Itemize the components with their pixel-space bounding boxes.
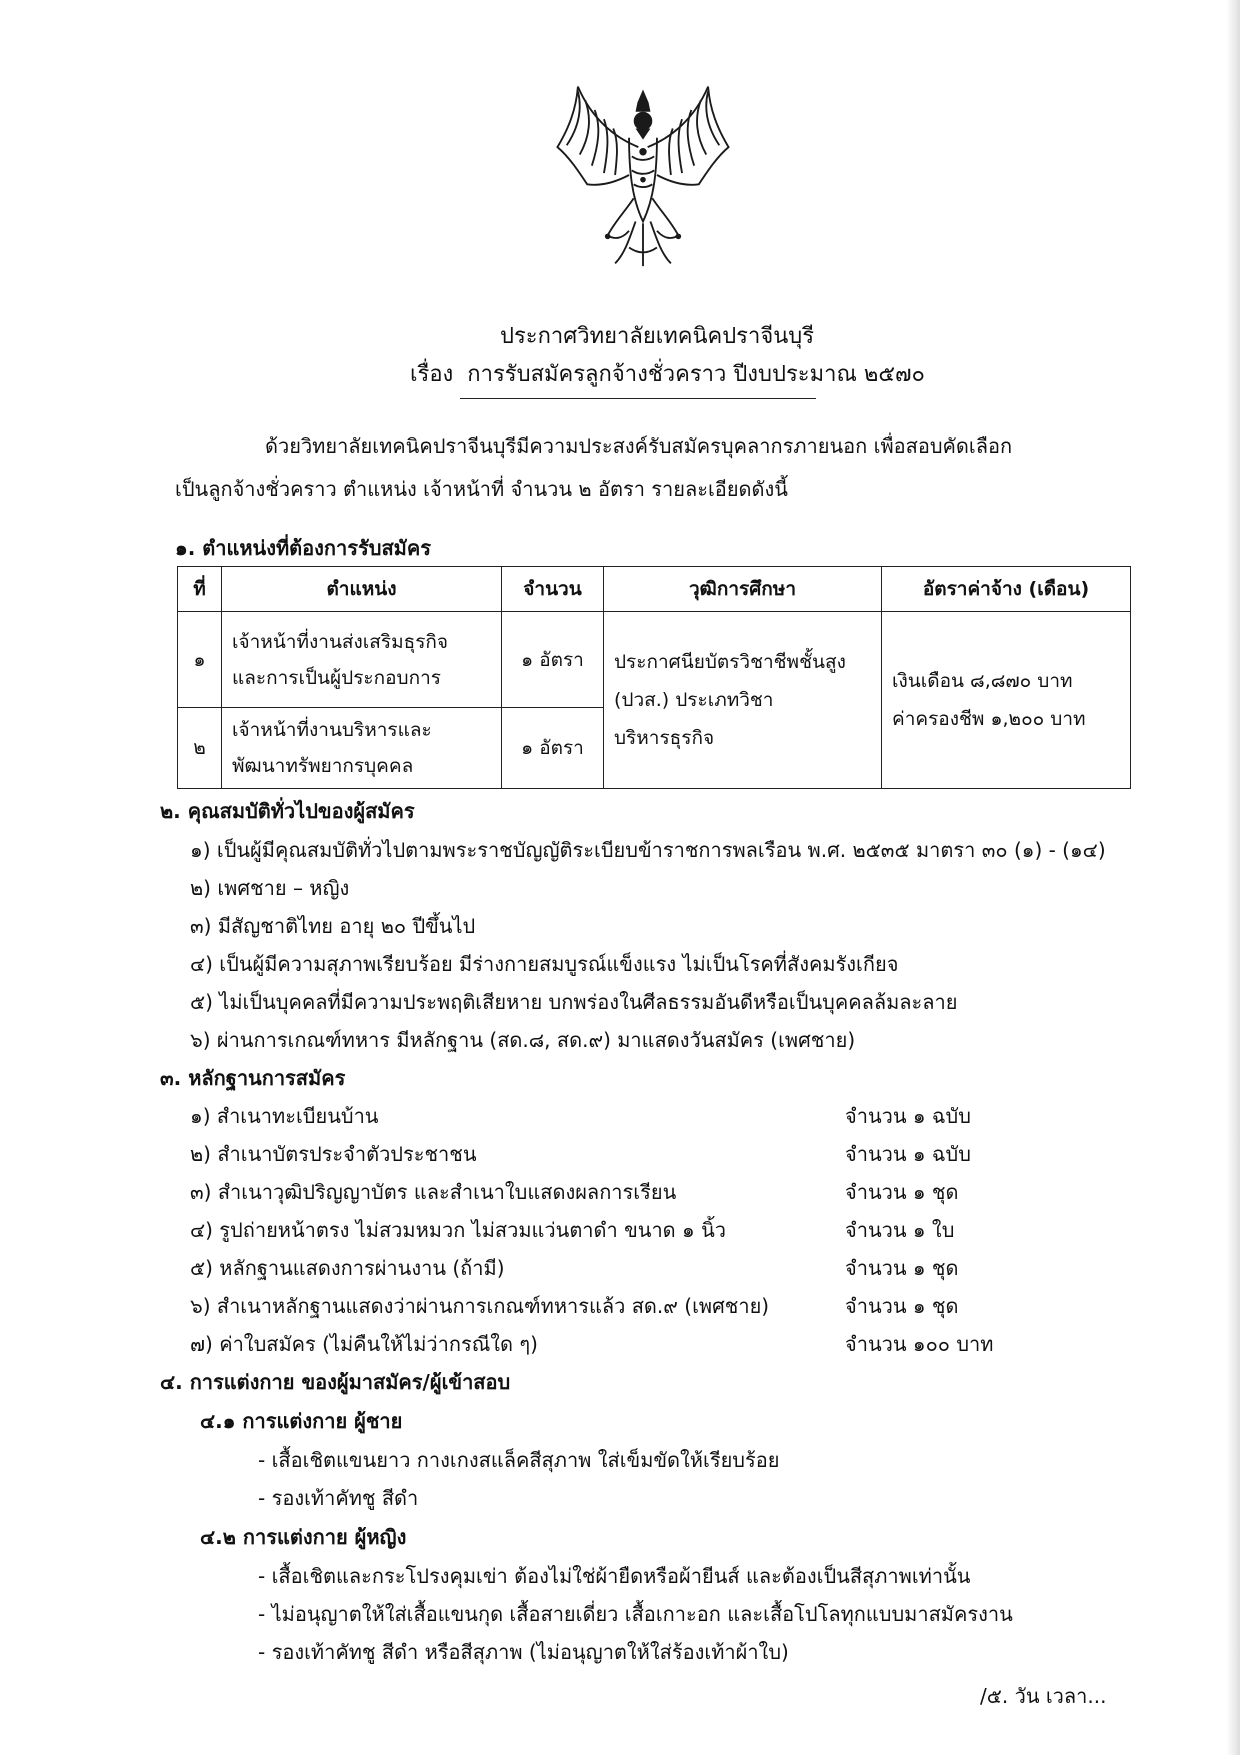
dress-item: - รองเท้าคัทชู สีดำ หรือสีสุภาพ (ไม่อนุญาตให้ใส่ร้องเท้าผ้าใบ) — [258, 1640, 789, 1664]
subject-prefix: เรื่อง — [410, 362, 454, 387]
qualification-item: ๒) เพศชาย – หญิง — [190, 876, 350, 900]
header-divider — [460, 398, 816, 399]
dress-women-heading: ๔.๒ การแต่งกาย ผู้หญิง — [200, 1525, 407, 1549]
col-header-amount: จำนวน — [502, 567, 604, 612]
row-no: ๒ — [178, 708, 222, 789]
wage-line: เงินเดือน ๘,๘๗๐ บาท — [892, 670, 1073, 692]
qualification-line: บริหารธุรกิจ — [614, 727, 715, 749]
document-qty: จำนวน ๑ ชุด — [845, 1294, 959, 1318]
document-item: ๕) หลักฐานแสดงการผ่านงาน (ถ้ามี) — [190, 1256, 505, 1280]
scan-edge-shadow — [1226, 0, 1240, 1755]
row-amount: ๑ อัตรา — [502, 612, 604, 708]
qualification-item: ๖) ผ่านการเกณฑ์ทหาร มีหลักฐาน (สด.๘, สด.๙) มาแสดงวันสมัคร (เพศชาย) — [190, 1028, 856, 1052]
qualification-line: ประกาศนียบัตรวิชาชีพชั้นสูง — [614, 651, 846, 673]
intro-line-2: เป็นลูกจ้างชั่วคราว ตำแหน่ง เจ้าหน้าที่ จำนวน ๒ อัตรา รายละเอียดดังนี้ — [175, 477, 788, 501]
qualification-item: ๓) มีสัญชาติไทย อายุ ๒๐ ปีขึ้นไป — [190, 914, 476, 938]
qualification-cell — [604, 612, 882, 789]
position-line: และการเป็นผู้ประกอบการ — [232, 666, 441, 689]
document-qty: จำนวน ๑ ชุด — [845, 1256, 959, 1280]
table-row — [178, 612, 1131, 708]
qualification-line: (ปวส.) ประเภทวิชา — [614, 689, 774, 711]
intro-line-1: ด้วยวิทยาลัยเทคนิคปราจีนบุรีมีความประสงค์รับสมัครบุคลากรภายนอก เพื่อสอบคัดเลือก — [265, 434, 1013, 458]
document-qty: จำนวน ๑ ฉบับ — [845, 1142, 971, 1166]
document-qty: จำนวน ๑ ชุด — [845, 1180, 959, 1204]
dress-item: - ไม่อนุญาตให้ใส่เสื้อแขนกุด เสื้อสายเดี่ยว เสื้อเกาะอก และเสื้อโปโลทุกแบบมาสมัครงาน — [258, 1602, 1013, 1626]
document-item: ๒) สำเนาบัตรประจำตัวประชาชน — [190, 1142, 477, 1166]
row-no: ๑ — [178, 612, 222, 708]
row-amount: ๑ อัตรา — [502, 708, 604, 789]
document-item: ๑) สำเนาทะเบียนบ้าน — [190, 1104, 379, 1128]
dress-item: - รองเท้าคัทชู สีดำ — [258, 1486, 419, 1510]
section-4-heading: ๔. การแต่งกาย ของผู้มาสมัคร/ผู้เข้าสอบ — [160, 1370, 511, 1394]
section-3-heading: ๓. หลักฐานการสมัคร — [160, 1066, 346, 1090]
position-line: เจ้าหน้าที่งานบริหารและ — [232, 719, 432, 741]
dress-men-heading: ๔.๑ การแต่งกาย ผู้ชาย — [200, 1409, 403, 1433]
garuda-emblem-icon — [550, 82, 736, 268]
document-item: ๓) สำเนาวุฒิปริญญาบัตร และสำเนาใบแสดงผลการเรียน — [190, 1180, 677, 1204]
qualification-item: ๑) เป็นผู้มีคุณสมบัติทั่วไปตามพระราชบัญญัติระเบียบข้าราชการพลเรือน พ.ศ. ๒๕๓๕ มาตรา ๓๐ (๑) - (๑๔) — [190, 838, 1106, 862]
dress-item: - เสื้อเชิตแขนยาว กางเกงสแล็คสีสุภาพ ใส่เข็มขัดให้เรียบร้อย — [258, 1448, 780, 1472]
col-header-position: ตำแหน่ง — [222, 567, 502, 612]
col-header-wage: อัตราค่าจ้าง (เดือน) — [882, 567, 1131, 612]
section-1-heading: ๑. ตำแหน่งที่ต้องการรับสมัคร — [175, 536, 431, 560]
position-line: พัฒนาทรัพยากรบุคคล — [232, 755, 414, 777]
qualification-item: ๔) เป็นผู้มีความสุภาพเรียบร้อย มีร่างกายสมบูรณ์แข็งแรง ไม่เป็นโรคที่สังคมรังเกียจ — [190, 952, 899, 976]
document-item: ๖) สำเนาหลักฐานแสดงว่าผ่านการเกณฑ์ทหารแล้ว สด.๙ (เพศชาย) — [190, 1294, 770, 1318]
document-qty: จำนวน ๑ ใบ — [845, 1218, 955, 1242]
position-line: เจ้าหน้าที่งานส่งเสริมธุรกิจ — [232, 630, 449, 653]
qualification-item: ๕) ไม่เป็นบุคคลที่มีความประพฤติเสียหาย บกพร่องในศีลธรรมอันดีหรือเป็นบุคคลล้มละลาย — [190, 990, 958, 1014]
wage-cell — [882, 612, 1131, 789]
section-2-heading: ๒. คุณสมบัติทั่วไปของผู้สมัคร — [160, 799, 415, 823]
announcement-title: ประกาศวิทยาลัยเทคนิคปราจีนบุรี — [500, 324, 815, 349]
page-continuation: /๕. วัน เวลา... — [980, 1684, 1107, 1708]
document-qty: จำนวน ๑๐๐ บาท — [845, 1332, 994, 1356]
document-qty: จำนวน ๑ ฉบับ — [845, 1104, 971, 1128]
dress-item: - เสื้อเชิตและกระโปรงคุมเข่า ต้องไม่ใช่ผ้ายืดหรือผ้ายีนส์ และต้องเป็นสีสุภาพเท่านั้น — [258, 1564, 971, 1588]
subject-text: การรับสมัครลูกจ้างชั่วคราว ปีงบประมาณ ๒๕๗๐ — [467, 362, 925, 387]
document-item: ๔) รูปถ่ายหน้าตรง ไม่สวมหมวก ไม่สวมแว่นตาดำ ขนาด ๑ นิ้ว — [190, 1218, 726, 1242]
row-position — [222, 612, 502, 708]
document-item: ๗) ค่าใบสมัคร (ไม่คืนให้ไม่ว่ากรณีใด ๆ) — [190, 1332, 538, 1356]
table-header-row — [178, 567, 1131, 612]
wage-line: ค่าครองชีพ ๑,๒๐๐ บาท — [892, 708, 1086, 730]
col-header-no: ที่ — [178, 567, 222, 612]
announcement-subject — [410, 356, 925, 391]
col-header-qualification: วุฒิการศึกษา — [604, 567, 882, 612]
row-position — [222, 708, 502, 789]
positions-table — [177, 566, 1131, 789]
